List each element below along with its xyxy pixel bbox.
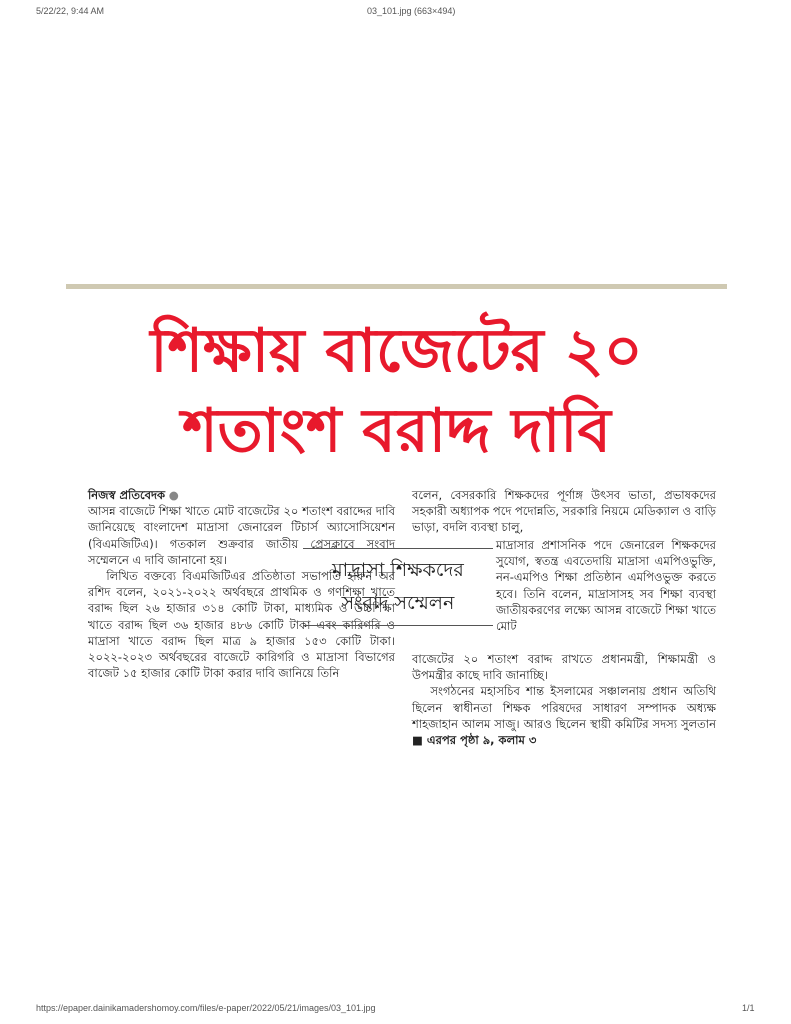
- print-datetime: 5/22/22, 9:44 AM: [36, 6, 105, 16]
- paragraph-4-text: সংগঠনের মহাসচিব শান্ত ইসলামের সঞ্চালনায় প্রধান অতিথি ছিলেন স্বাধীনতা শিক্ষক পরিষদের সাধারণ সম্পাদক অধ্যক্ষ শাহজাহান আলম সাজু। আরও ছিলেন স্থায়ী কমিটির সদস্য সুলতান: [412, 684, 716, 731]
- byline: [88, 487, 395, 503]
- paragraph-2: লিখিত বক্তব্যে বিএমজিটিএর প্রতিষ্ঠাতা সভাপতি হারুন অর রশিদ বলেন, ২০২১-২০২২ অর্থবছরে প্রাথমিক ও গণশিক্ষা খাতে বরাদ্দ ছিল ২৬ হাজার ৩১৪ কোটি টাকা, মাধ্যমিক ও উচ্চশিক্ষা খাতে বরাদ্দ ছিল ৩৬ হাজার ৪৮৬ কোটি টাকা এবং কারিগরি ও মাদ্রাসা খাতে বরাদ্দ ছিল মাত্র ৯ হাজার ১৫৩ কোটি টাকা। ২০২২-২০২৩ অর্থবছরের বাজেটে কারিগরি ও মাদ্রাসা বিভাগের বাজেট ১৫ হাজার কোটি টাকা করার দাবি জানিয়ে তিনি: [88, 569, 395, 681]
- print-doc-title: 03_101.jpg (663×494): [367, 6, 456, 16]
- article-column-2-middle: [496, 537, 716, 634]
- pull-quote-line-1: মাদ্রাসা শিক্ষকদের: [332, 559, 464, 581]
- article-column-2-bottom: [412, 651, 716, 748]
- top-divider: [66, 284, 727, 289]
- headline-line-1: শিক্ষায় বাজেটের ২০: [150, 316, 643, 386]
- print-url: https://epaper.dainikamadershomoy.com/files/e-paper/2022/05/21/images/03_101.jpg: [36, 1003, 376, 1013]
- paragraph-3-cont: মাদ্রাসার প্রশাসনিক পদে জেনারেল শিক্ষকদের সুযোগ, স্বতন্ত্র এবতেদায়ি মাদ্রাসা এমপিওভুক্তি, নন-এমপিও শিক্ষা প্রতিষ্ঠান এমপিওভুক্ত করতে হবে। তিনি বলেন, মাদ্রাসাসহ সব শিক্ষা ব্যবস্থা জাতীয়করণের লক্ষ্যে আসন্ন বাজেটে শিক্ষা খাতে মোট: [496, 538, 716, 634]
- paragraph-3: বলেন, বেসরকারি শিক্ষকদের পূর্ণাঙ্গ উৎসব ভাতা, প্রভাষকদের সহকারী অধ্যাপক পদে পদোন্নতি, সরকারি নিয়মে মেডিক্যাল ও বাড়ি ভাড়া, বদলি ব্যবস্থা চালু,: [412, 488, 716, 535]
- article-column-2-top: [412, 487, 716, 536]
- pull-quote: [303, 548, 493, 626]
- byline-bullet-icon: ●: [168, 488, 179, 502]
- paragraph-3-end: বাজেটের ২০ শতাংশ বরাদ্দ রাখতে প্রধানমন্ত্রী, শিক্ষামন্ত্রী ও উপমন্ত্রীর কাছে দাবি জানাচ্ছি।: [412, 652, 716, 683]
- paragraph-4: [412, 683, 716, 748]
- pull-quote-line-2: সংবাদ সম্মেলন: [341, 592, 455, 614]
- byline-text: নিজস্ব প্রতিবেদক: [88, 488, 166, 502]
- headline-line-2: শতাংশ বরাদ্দ দাবি: [182, 396, 611, 466]
- print-page-number: 1/1: [742, 1003, 755, 1013]
- continued-jump: ■ এরপর পৃষ্ঠা ৯, কলাম ৩: [412, 733, 537, 748]
- paragraph-1: আসন্ন বাজেটে শিক্ষা খাতে মোট বাজেটের ২০ শতাংশ বরাদ্দের দাবি জানিয়েছে বাংলাদেশ মাদ্রাসা জেনারেল টিচার্স অ্যাসোসিয়েশন (বিএমজিটিএ)। গতকাল শুক্রবার জাতীয় প্রেসক্লাবে সংবাদ সম্মেলনে এ দাবি জানানো হয়।: [88, 504, 395, 567]
